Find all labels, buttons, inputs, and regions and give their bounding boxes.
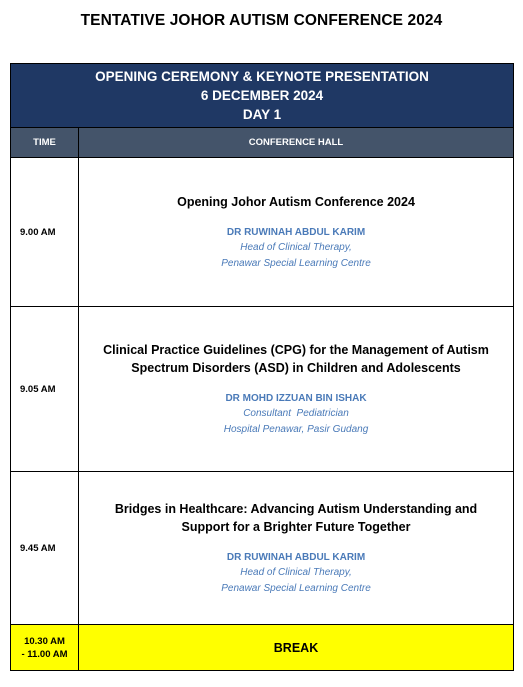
header-line-3: DAY 1	[242, 107, 282, 122]
speaker-organization: Penawar Special Learning Centre	[221, 257, 371, 269]
session-title: Opening Johor Autism Conference 2024	[177, 194, 415, 209]
header-banner	[11, 64, 514, 128]
speaker-organization: Hospital Penawar, Pasir Gudang	[223, 423, 369, 435]
table-row	[11, 158, 514, 307]
session-title	[79, 341, 513, 377]
speaker-name: DR MOHD IZZUAN BIN ISHAK	[225, 392, 367, 404]
schedule-table	[10, 63, 514, 671]
session-time: 9.00 AM	[11, 158, 79, 307]
table-row	[11, 307, 514, 472]
speaker-role: Head of Clinical Therapy,	[240, 566, 352, 578]
break-row	[11, 625, 514, 671]
header-line-2: 6 DECEMBER 2024	[200, 88, 324, 103]
session-title-line-1: Bridges in Healthcare: Advancing Autism Understanding and	[114, 501, 478, 516]
break-time	[11, 625, 79, 671]
speaker-name: DR RUWINAH ABDUL KARIM	[226, 551, 366, 563]
session-title-line-2: Support for a Brighter Future Together	[181, 519, 411, 534]
break-time-start: 10.30 AM	[24, 635, 65, 647]
column-header-hall: CONFERENCE HALL	[79, 128, 514, 158]
break-time-end: - 11.00 AM	[21, 648, 68, 660]
break-label: BREAK	[79, 625, 514, 671]
speaker-name: DR RUWINAH ABDUL KARIM	[226, 226, 366, 238]
document-title: TENTATIVE JOHOR AUTISM CONFERENCE 2024	[80, 12, 443, 29]
speaker-organization: Penawar Special Learning Centre	[221, 582, 371, 594]
session-time: 9.45 AM	[11, 472, 79, 625]
speaker-role: Head of Clinical Therapy,	[240, 241, 352, 253]
session-time: 9.05 AM	[11, 307, 79, 472]
header-line-1: OPENING CEREMONY & KEYNOTE PRESENTATION	[95, 69, 429, 84]
session-cell	[79, 158, 514, 307]
column-header-row	[11, 128, 514, 158]
session-cell	[79, 472, 514, 625]
table-row	[11, 472, 514, 625]
session-cell	[79, 307, 514, 472]
speaker-role: Consultant Pediatrician	[243, 407, 349, 419]
session-title-line-2: Spectrum Disorders (ASD) in Children and Adolescents	[131, 360, 461, 375]
session-title	[79, 500, 513, 536]
column-header-time: TIME	[11, 128, 79, 158]
session-title-line-1: Clinical Practice Guidelines (CPG) for the Management of Autism	[103, 342, 489, 357]
header-row	[11, 64, 514, 128]
